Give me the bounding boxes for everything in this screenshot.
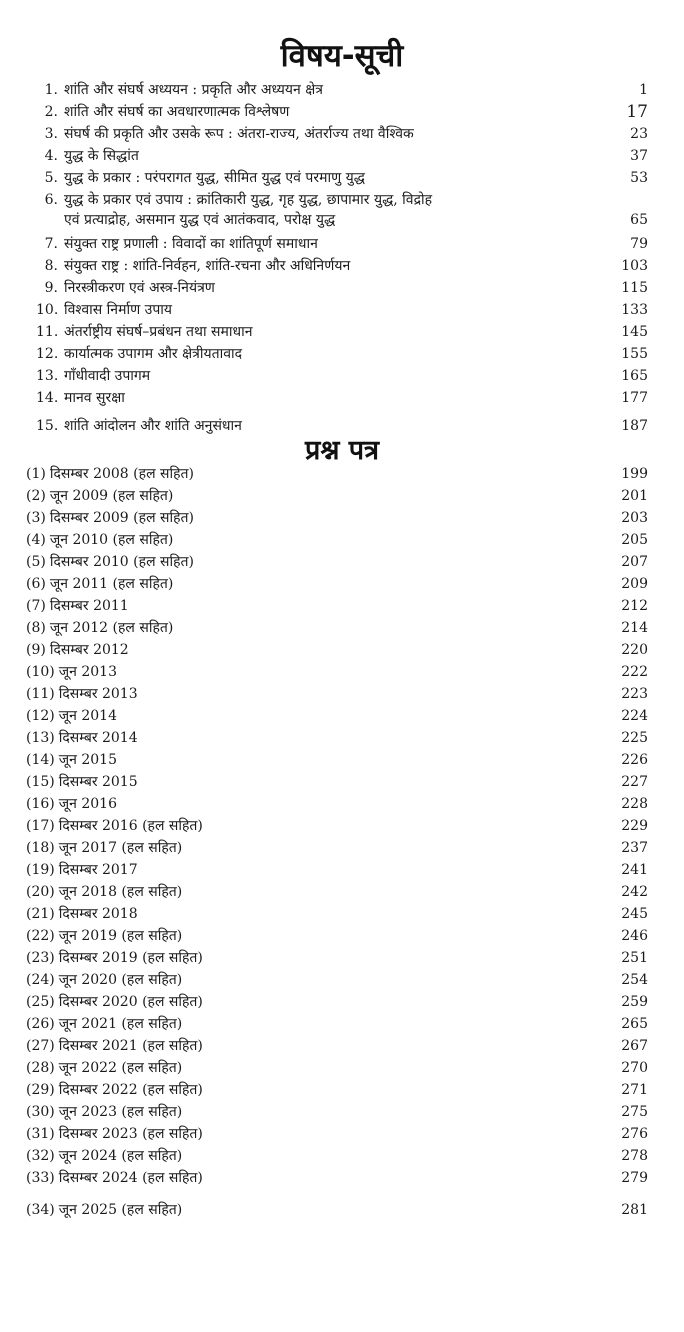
- paper-item[interactable]: [26, 1146, 648, 1166]
- toc-item-number: 8.: [44, 258, 58, 274]
- toc-item-title: [64, 190, 564, 230]
- paper-item-page: 267: [621, 1038, 648, 1054]
- paper-item-number: (26): [26, 1016, 55, 1032]
- paper-item[interactable]: [26, 1036, 648, 1056]
- paper-item-page: 278: [621, 1148, 648, 1164]
- paper-item-number: (5): [26, 554, 46, 570]
- paper-item-page: 227: [621, 774, 648, 790]
- paper-item-number: (16): [26, 796, 55, 812]
- paper-item[interactable]: [26, 1080, 648, 1100]
- paper-item-title: जून 2011 (हल सहित): [49, 576, 174, 592]
- paper-item-title: दिसम्बर 2021 (हल सहित): [58, 1038, 203, 1054]
- paper-item-title: जून 2012 (हल सहित): [49, 620, 174, 636]
- toc-item-page: 37: [630, 148, 648, 164]
- toc-item-number: 13.: [36, 368, 59, 384]
- toc-item-page: 187: [621, 418, 648, 434]
- toc-item-number: 10.: [36, 302, 59, 318]
- paper-item-page: 237: [621, 840, 648, 856]
- paper-item-title: जून 2019 (हल सहित): [58, 928, 183, 944]
- paper-item-page: 275: [621, 1104, 648, 1120]
- toc-item[interactable]: [36, 234, 648, 254]
- toc-item-page: 177: [621, 390, 648, 406]
- paper-item-title: दिसम्बर 2014: [58, 730, 138, 746]
- paper-item-number: (17): [26, 818, 55, 834]
- toc-item-title: संघर्ष की प्रकृति और उसके रूप : अंतरा-राज्य, अंतर्राज्य तथा वैश्विक: [64, 126, 414, 142]
- paper-item-page: 225: [621, 730, 648, 746]
- paper-item-number: (8): [26, 620, 46, 636]
- toc-item[interactable]: [36, 322, 648, 342]
- paper-item-title: जून 2014: [58, 708, 117, 724]
- paper-item-number: (23): [26, 950, 55, 966]
- paper-item-number: (15): [26, 774, 55, 790]
- toc-item-title: गाँधीवादी उपागम: [64, 368, 151, 384]
- paper-item-page: 228: [621, 796, 648, 812]
- papers-title: प्रश्न पत्र: [304, 435, 380, 466]
- toc-item[interactable]: [36, 80, 648, 100]
- paper-item-number: (25): [26, 994, 55, 1010]
- toc-item-number: 6.: [44, 192, 58, 208]
- toc-item[interactable]: [36, 388, 648, 408]
- paper-item-number: (11): [26, 686, 55, 702]
- paper-item[interactable]: [26, 882, 648, 902]
- paper-item-title: दिसम्बर 2010 (हल सहित): [49, 554, 194, 570]
- paper-item-page: 209: [621, 576, 648, 592]
- paper-item[interactable]: [26, 750, 648, 770]
- paper-item-page: 214: [621, 620, 648, 636]
- paper-item-page: 281: [621, 1202, 648, 1218]
- paper-item-page: 271: [621, 1082, 648, 1098]
- toc-item-title: विश्वास निर्माण उपाय: [64, 302, 173, 318]
- paper-item-number: (34): [26, 1202, 55, 1218]
- paper-item-number: (30): [26, 1104, 55, 1120]
- paper-item-title: दिसम्बर 2012: [49, 642, 129, 658]
- paper-item-page: 207: [621, 554, 648, 570]
- paper-item[interactable]: [26, 684, 648, 704]
- toc-item-title-line2: एवं प्रत्याद्रोह, असमान युद्ध एवं आतंकवाद, परोक्ष युद्ध: [64, 212, 336, 228]
- toc-item-page: 103: [621, 258, 648, 274]
- toc-item-number: 3.: [44, 126, 58, 142]
- paper-item-page: 199: [621, 466, 648, 482]
- paper-item-page: 265: [621, 1016, 648, 1032]
- paper-item-number: (19): [26, 862, 55, 878]
- toc-item-number: 5.: [44, 170, 58, 186]
- paper-item-title: दिसम्बर 2013: [58, 686, 138, 702]
- toc-item-title: अंतर्राष्ट्रीय संघर्ष–प्रबंधन तथा समाधान: [64, 324, 253, 340]
- paper-item-title: दिसम्बर 2015: [58, 774, 138, 790]
- paper-item-page: 212: [621, 598, 648, 614]
- paper-item-page: 241: [621, 862, 648, 878]
- paper-item[interactable]: [26, 728, 648, 748]
- toc-item[interactable]: [36, 344, 648, 364]
- paper-item-number: (14): [26, 752, 55, 768]
- paper-item-title: जून 2022 (हल सहित): [58, 1060, 183, 1076]
- paper-item-page: 229: [621, 818, 648, 834]
- paper-item-page: 254: [621, 972, 648, 988]
- paper-item[interactable]: [26, 794, 648, 814]
- paper-item-page: 223: [621, 686, 648, 702]
- contents-title: विषय-सूची: [280, 38, 404, 74]
- toc-item-title: संयुक्त राष्ट्र प्रणाली : विवादों का शांतिपूर्ण समाधान: [64, 236, 318, 252]
- paper-item[interactable]: [26, 662, 648, 682]
- toc-item[interactable]: [36, 278, 648, 298]
- paper-item-page: 245: [621, 906, 648, 922]
- paper-item[interactable]: [26, 574, 648, 594]
- toc-item[interactable]: [36, 124, 648, 144]
- paper-item-number: (33): [26, 1170, 55, 1186]
- toc-item-page: 79: [630, 236, 648, 252]
- toc-item-title: संयुक्त राष्ट्र : शांति-निर्वहन, शांति-रचना और अधिनिर्णयन: [64, 258, 351, 274]
- paper-item-page: 226: [621, 752, 648, 768]
- paper-item-number: (24): [26, 972, 55, 988]
- toc-item-title: मानव सुरक्षा: [64, 390, 125, 406]
- paper-item-title: जून 2015: [58, 752, 117, 768]
- paper-item-title: जून 2024 (हल सहित): [58, 1148, 183, 1164]
- toc-item-number: 4.: [44, 148, 58, 164]
- paper-item-number: (21): [26, 906, 55, 922]
- paper-item-number: (20): [26, 884, 55, 900]
- paper-item-number: (4): [26, 532, 46, 548]
- paper-item-page: 224: [621, 708, 648, 724]
- paper-item-title: जून 2020 (हल सहित): [58, 972, 183, 988]
- paper-item[interactable]: [26, 640, 648, 660]
- paper-item[interactable]: [26, 1124, 648, 1144]
- paper-item[interactable]: [26, 1168, 648, 1188]
- toc-item-number: 7.: [44, 236, 58, 252]
- paper-item-page: 205: [621, 532, 648, 548]
- toc-item-page: 53: [630, 170, 648, 186]
- paper-item[interactable]: [26, 772, 648, 792]
- toc-item-title: निरस्त्रीकरण एवं अस्त्र-नियंत्रण: [64, 280, 215, 296]
- paper-item-title: जून 2009 (हल सहित): [49, 488, 174, 504]
- toc-item[interactable]: [36, 146, 648, 166]
- paper-item-number: (2): [26, 488, 46, 504]
- toc-item-number: 2.: [44, 104, 58, 120]
- paper-item-title: दिसम्बर 2023 (हल सहित): [58, 1126, 203, 1142]
- paper-item-number: (13): [26, 730, 55, 746]
- toc-item[interactable]: [36, 168, 648, 188]
- paper-item-title: जून 2016: [58, 796, 117, 812]
- toc-item-title: युद्ध के सिद्धांत: [64, 148, 139, 164]
- paper-item-page: 259: [621, 994, 648, 1010]
- paper-item[interactable]: [26, 486, 648, 506]
- paper-item[interactable]: [26, 1058, 648, 1078]
- toc-item-page: 145: [621, 324, 648, 340]
- paper-item-number: (31): [26, 1126, 55, 1142]
- toc-item-title: कार्यात्मक उपागम और क्षेत्रीयतावाद: [64, 346, 243, 362]
- paper-item[interactable]: [26, 530, 648, 550]
- paper-item-title: दिसम्बर 2018: [58, 906, 138, 922]
- paper-item-title: दिसम्बर 2020 (हल सहित): [58, 994, 203, 1010]
- toc-item-page: 17: [626, 102, 648, 122]
- paper-item-page: 203: [621, 510, 648, 526]
- toc-item-page: 115: [621, 280, 648, 296]
- paper-item-title: जून 2021 (हल सहित): [58, 1016, 183, 1032]
- toc-item-page: 23: [630, 126, 648, 142]
- paper-item-title: दिसम्बर 2022 (हल सहित): [58, 1082, 203, 1098]
- toc-item[interactable]: [36, 190, 648, 230]
- toc-item-number: 1.: [44, 82, 58, 98]
- toc-item-page: 65: [630, 212, 648, 228]
- toc-item-number: 9.: [44, 280, 58, 296]
- paper-item-page: 220: [621, 642, 648, 658]
- paper-item-number: (6): [26, 576, 46, 592]
- toc-item[interactable]: [36, 102, 648, 122]
- paper-item[interactable]: [26, 926, 648, 946]
- paper-item[interactable]: [26, 596, 648, 616]
- paper-item-number: (9): [26, 642, 46, 658]
- toc-item[interactable]: [36, 366, 648, 386]
- toc-item[interactable]: [36, 256, 648, 276]
- paper-item-title: दिसम्बर 2017: [58, 862, 138, 878]
- paper-item[interactable]: [26, 1200, 648, 1220]
- paper-item-title: जून 2010 (हल सहित): [49, 532, 174, 548]
- paper-item[interactable]: [26, 706, 648, 726]
- paper-item-title: दिसम्बर 2019 (हल सहित): [58, 950, 203, 966]
- toc-item-page: 133: [621, 302, 648, 318]
- toc-item-number: 14.: [36, 390, 59, 406]
- paper-item-title: जून 2017 (हल सहित): [58, 840, 183, 856]
- paper-item[interactable]: [26, 464, 648, 484]
- paper-item[interactable]: [26, 970, 648, 990]
- paper-item[interactable]: [26, 904, 648, 924]
- paper-item[interactable]: [26, 816, 648, 836]
- paper-item[interactable]: [26, 618, 648, 638]
- paper-item-page: 276: [621, 1126, 648, 1142]
- paper-item-title: दिसम्बर 2024 (हल सहित): [58, 1170, 203, 1186]
- toc-item-page: 155: [621, 346, 648, 362]
- paper-item[interactable]: [26, 552, 648, 572]
- paper-item-page: 270: [621, 1060, 648, 1076]
- paper-item[interactable]: [26, 860, 648, 880]
- paper-item-title: जून 2025 (हल सहित): [58, 1202, 183, 1218]
- toc-item-title: शांति आंदोलन और शांति अनुसंधान: [64, 418, 242, 434]
- toc-item-number: 12.: [36, 346, 59, 362]
- paper-item-number: (7): [26, 598, 46, 614]
- paper-item-number: (18): [26, 840, 55, 856]
- toc-item-number: 11.: [36, 324, 59, 340]
- paper-item-number: (27): [26, 1038, 55, 1054]
- paper-item-number: (12): [26, 708, 55, 724]
- paper-item-number: (28): [26, 1060, 55, 1076]
- paper-item-page: 222: [621, 664, 648, 680]
- paper-item[interactable]: [26, 508, 648, 528]
- paper-item[interactable]: [26, 1102, 648, 1122]
- toc-item-title: युद्ध के प्रकार : परंपरागत युद्ध, सीमित युद्ध एवं परमाणु युद्ध: [64, 170, 365, 186]
- paper-item-title: जून 2013: [58, 664, 117, 680]
- paper-item-page: 242: [621, 884, 648, 900]
- paper-item-number: (3): [26, 510, 46, 526]
- paper-item-number: (22): [26, 928, 55, 944]
- paper-item-number: (10): [26, 664, 55, 680]
- toc-item-title-line1: युद्ध के प्रकार एवं उपाय : क्रांतिकारी युद्ध, गृह युद्ध, छापामार युद्ध, विद्रोह: [64, 192, 433, 208]
- paper-item-title: दिसम्बर 2016 (हल सहित): [58, 818, 203, 834]
- paper-item-page: 201: [621, 488, 648, 504]
- paper-item-title: जून 2018 (हल सहित): [58, 884, 183, 900]
- paper-item[interactable]: [26, 992, 648, 1012]
- toc-item-page: 165: [621, 368, 648, 384]
- paper-item[interactable]: [26, 838, 648, 858]
- paper-item-title: जून 2023 (हल सहित): [58, 1104, 183, 1120]
- paper-item-title: दिसम्बर 2008 (हल सहित): [49, 466, 194, 482]
- paper-item-title: दिसम्बर 2011: [49, 598, 129, 614]
- toc-item[interactable]: [36, 300, 648, 320]
- paper-item[interactable]: [26, 948, 648, 968]
- paper-item-number: (32): [26, 1148, 55, 1164]
- paper-item-page: 279: [621, 1170, 648, 1186]
- paper-item-number: (1): [26, 466, 46, 482]
- paper-item-page: 251: [621, 950, 648, 966]
- toc-item-number: 15.: [36, 418, 59, 434]
- paper-item-number: (29): [26, 1082, 55, 1098]
- paper-item[interactable]: [26, 1014, 648, 1034]
- paper-item-page: 246: [621, 928, 648, 944]
- toc-item-page: 1: [639, 82, 648, 98]
- paper-item-title: दिसम्बर 2009 (हल सहित): [49, 510, 194, 526]
- toc-item-title: शांति और संघर्ष अध्ययन : प्रकृति और अध्ययन क्षेत्र: [64, 82, 324, 98]
- toc-item-title: शांति और संघर्ष का अवधारणात्मक विश्लेषण: [64, 104, 290, 120]
